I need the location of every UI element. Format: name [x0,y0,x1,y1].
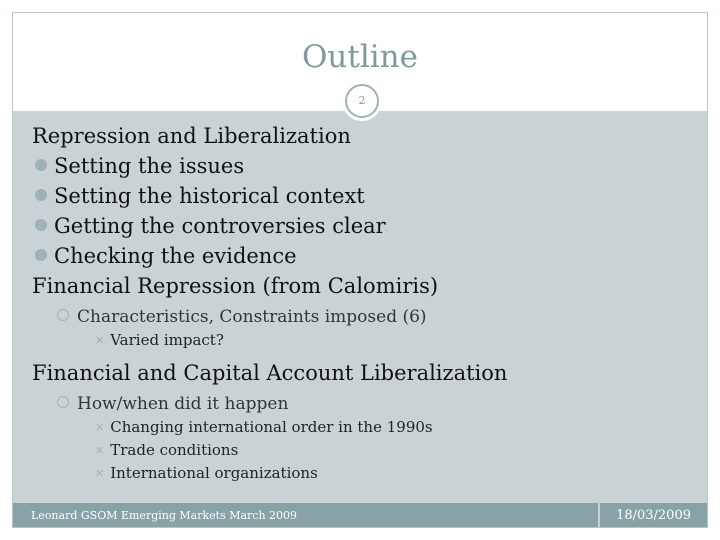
bullet-text: Setting the historical context [54,184,365,208]
subsub-bullet-item [32,416,507,439]
slide-number: 2 [345,84,379,118]
bullet-text: Setting the issues [54,154,245,178]
footer-text: Leonard GSOM Emerging Markets March 2009 [31,509,298,522]
slide-footer [13,503,707,528]
x-bullet-icon: ✕ [95,421,105,434]
sub-bullet-text: Characteristics, Constraints imposed (6) [77,307,427,327]
outline-content [32,121,507,485]
subsub-bullet-text: International organizations [110,464,318,482]
bullet-item [32,211,507,241]
bullet-dot-icon [35,189,47,201]
x-bullet-icon: ✕ [95,444,105,457]
footer-date: 18/03/2009 [616,508,691,523]
bullet-dot-icon [35,249,47,261]
bullet-item [32,151,507,181]
sub-bullet-item [32,392,507,416]
subsub-bullet-text: Varied impact? [110,331,224,349]
subsub-bullet-text: Trade conditions [110,441,239,459]
subsub-bullet-item [32,439,507,462]
sub-bullet-item [32,305,507,329]
bullet-text: Getting the controversies clear [54,214,386,238]
subsub-bullet-item [32,462,507,485]
section-heading: Financial Repression (from Calomiris) [32,274,439,298]
subsub-bullet-item [32,329,507,352]
ring-bullet-icon [57,396,69,408]
x-bullet-icon: ✕ [95,467,105,480]
subsub-bullet-text: Changing international order in the 1990s [110,418,433,436]
bullet-dot-icon [35,219,47,231]
bullet-item [32,241,507,271]
sub-bullet-text: How/when did it happen [77,394,289,414]
x-bullet-icon: ✕ [95,334,105,347]
section-heading: Financial and Capital Account Liberalization [32,361,508,385]
ring-bullet-icon [57,309,69,321]
bullet-dot-icon [35,159,47,171]
slide-title: Outline [302,39,418,75]
bullet-text: Checking the evidence [54,244,297,268]
footer-divider [598,503,600,528]
slide [12,12,708,528]
bullet-item [32,181,507,211]
section-heading: Repression and Liberalization [32,124,351,148]
